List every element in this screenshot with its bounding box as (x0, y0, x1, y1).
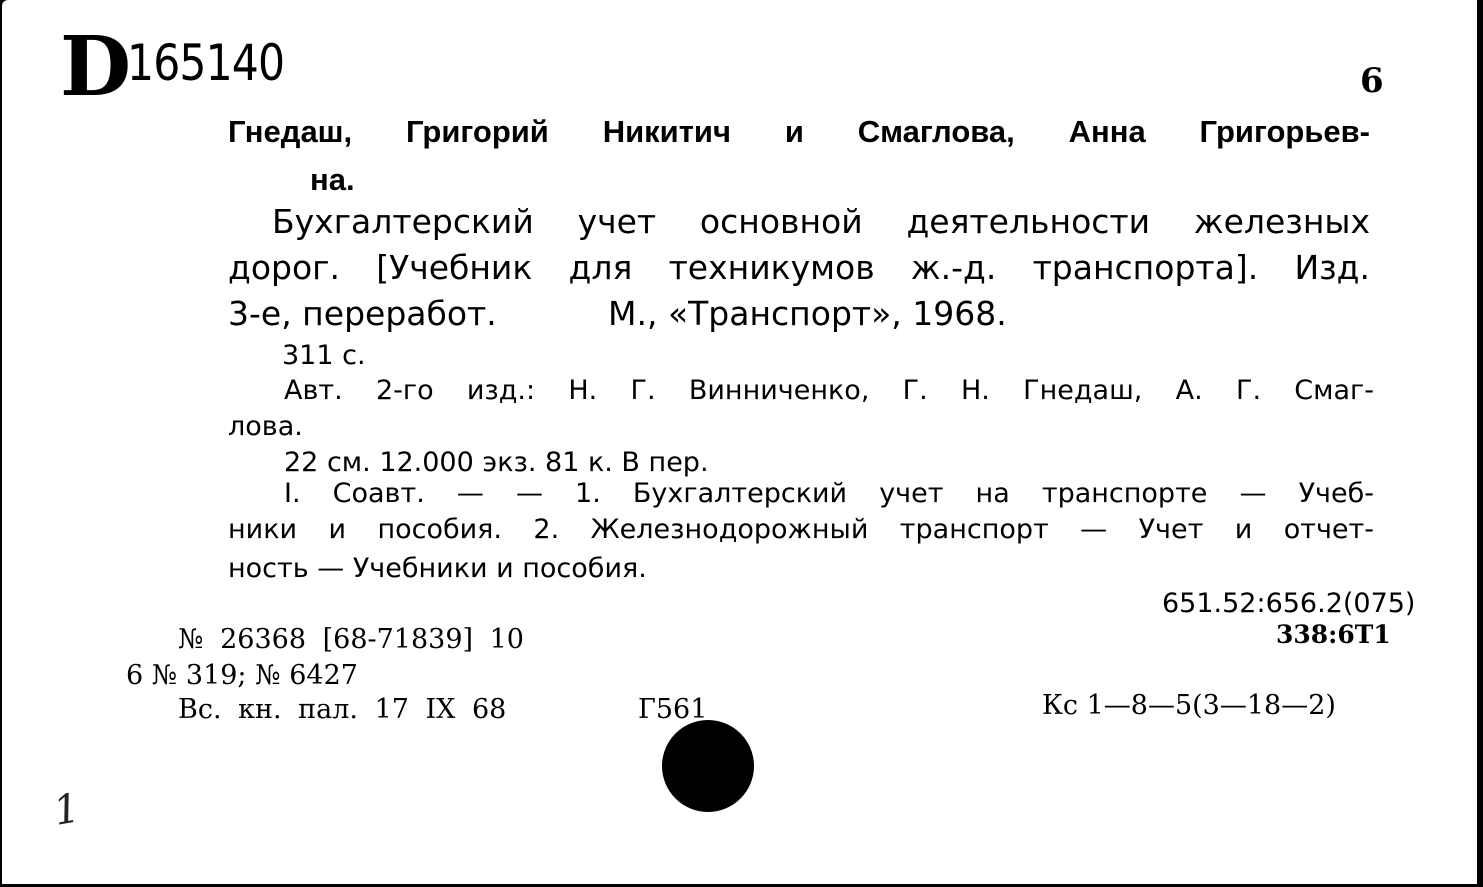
catalog-card (2, 0, 1477, 884)
tracings-line-2: ники и пособия. 2. Железнодорожный транспорт — Учет и отчет- (228, 514, 1374, 545)
tracings-line-3: ность — Учебники и пособия. (228, 553, 647, 584)
registry-line-1: № 26368 [68-71839] 10 (178, 624, 524, 655)
pages: 311 с. (282, 340, 366, 371)
registry-line-2: 6 № 319; № 6427 (126, 660, 358, 691)
kc-code: Кс 1—8—5(3—18—2) (1042, 690, 1336, 721)
author-heading-cont: на. (310, 162, 355, 197)
punch-hole (662, 720, 754, 812)
stamp-letter: D (60, 19, 132, 115)
imprint: М., «Транспорт», 1968. (608, 294, 1007, 333)
authors-note-line-2: лова. (228, 411, 303, 442)
index-code: Г561 (638, 694, 708, 725)
bbk-number: 338:6Т1 (1276, 620, 1391, 649)
card-number: 6 (1360, 61, 1384, 101)
tracings-line-1: I. Соавт. — — 1. Бухгалтерский учет на транспорте — Учеб- (284, 478, 1374, 509)
author-heading: Гнедаш, Григорий Никитич и Смаглова, Анна Григорьев- (228, 114, 1370, 149)
udc-number: 651.52:656.2(075) (1162, 588, 1416, 619)
registry-line-3: Вс. кн. пал. 17 IX 68 (178, 694, 507, 725)
title-line-3: 3-е, переработ. (228, 294, 497, 333)
margin-mark: 1 (50, 785, 84, 835)
stamp-number: 165140 (127, 34, 285, 92)
title-line-1: Бухгалтерский учет основной деятельности железных (272, 202, 1370, 241)
physical-description: 22 см. 12.000 экз. 81 к. В пер. (284, 447, 709, 478)
title-line-2: дорог. [Учебник для техникумов ж.-д. транспорта]. Изд. (228, 248, 1370, 287)
authors-note-line-1: Авт. 2-го изд.: Н. Г. Винниченко, Г. Н. Гнедаш, А. Г. Смаг- (284, 375, 1374, 406)
